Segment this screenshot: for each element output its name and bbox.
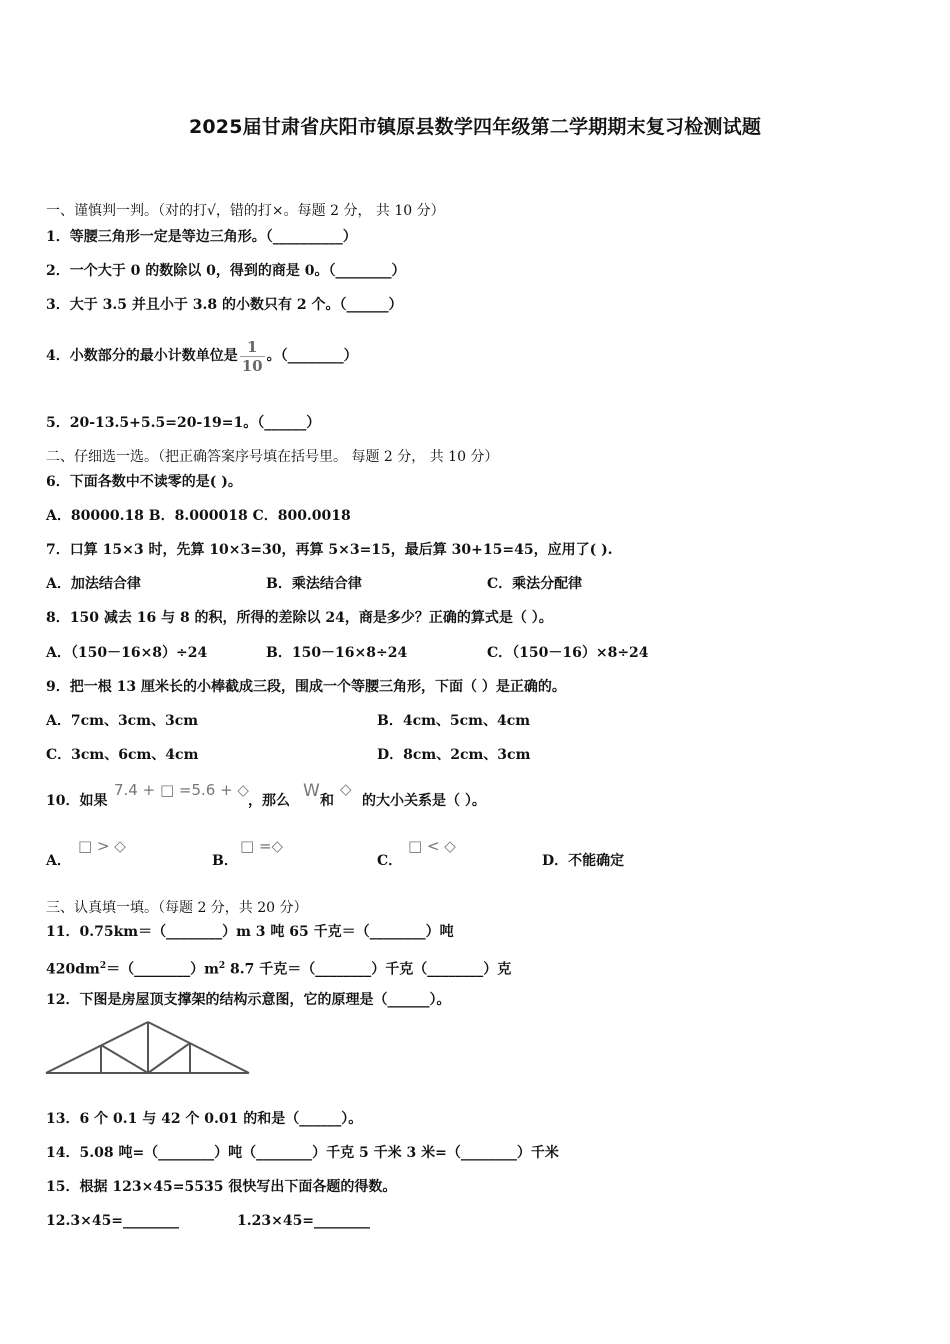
- question-15: 15．根据 123×45=5535 很快写出下面各题的得数。: [46, 1179, 397, 1195]
- question-10-and: 和: [320, 793, 334, 809]
- question-8: 8．150 减去 16 与 8 的积，所得的差除以 24，商是多少？正确的算式是（ ）。: [46, 610, 553, 626]
- question-10-equation: 7.4 + □ =5.6 + ◇: [114, 781, 249, 799]
- question-9-option-d: D．8cm、2cm、3cm: [377, 747, 531, 763]
- question-13: 13．6 个 0.1 与 42 个 0.01 的和是（______）。: [46, 1111, 363, 1127]
- question-10-option-a-symbol: □ > ◇: [78, 837, 126, 855]
- question-10-suffix: 的大小关系是（ ）。: [362, 793, 486, 809]
- question-1: 1．等腰三角形一定是等边三角形。（__________）: [46, 229, 357, 245]
- q11-superscript: 2: [99, 961, 107, 971]
- question-10-option-c: C．: [377, 853, 403, 869]
- question-11-line-1: 11．0.75km＝（________）m 3 吨 65 千克＝（________）吨: [46, 924, 454, 940]
- question-7-option-b: B．乘法结合律: [266, 576, 362, 592]
- section-2-header: 二、仔细选一选。（把正确答案序号填在括号里。 每题 2 分， 共 10 分）: [46, 449, 499, 465]
- question-5: 5．20-13.5+5.5=20-19=1。（______）: [46, 415, 321, 431]
- question-8-option-b: B．150－16×8÷24: [266, 645, 408, 661]
- question-15-b: 1.23×45=________: [237, 1213, 371, 1229]
- q11-weight-blank: 8.7 千克＝（________）千克（________）克: [225, 961, 512, 978]
- roof-truss-diagram: [44, 1018, 254, 1078]
- question-10-option-a: A．: [46, 853, 71, 869]
- question-10-option-b-symbol: □ =◇: [240, 837, 284, 855]
- question-9-option-b: B．4cm、5cm、4cm: [377, 713, 531, 729]
- section-1-header: 一、谨慎判一判。（对的打√，错的打×。每题 2 分， 共 10 分）: [46, 203, 445, 219]
- page-title: 2025届甘肃省庆阳市镇原县数学四年级第二学期期末复习检测试题: [188, 116, 762, 138]
- question-7-option-a: A．加法结合律: [46, 576, 141, 592]
- section-3-header: 三、认真填一填。（每题 2 分，共 20 分）: [46, 900, 308, 916]
- question-14: 14．5.08 吨=（________）吨（________）千克 5 千米 3 米=（________）千米: [46, 1145, 559, 1161]
- question-9: 9．把一根 13 厘米长的小棒截成三段，围成一个等腰三角形，下面（ ）是正确的。: [46, 679, 566, 695]
- question-11-line-2: [46, 956, 511, 980]
- question-10-w-symbol: W: [303, 781, 320, 801]
- question-10-then: ，那么: [248, 793, 290, 809]
- question-10-option-c-symbol: □ < ◇: [408, 837, 456, 855]
- q11-area-value: 420dm: [46, 961, 100, 978]
- question-12: 12．下图是房屋顶支撑架的结构示意图，它的原理是（______）。: [46, 992, 451, 1008]
- question-4-text: 4．小数部分的最小计数单位是: [46, 348, 238, 364]
- question-2: 2．一个大于 0 的数除以 0，得到的商是 0。（________）: [46, 263, 406, 279]
- question-8-option-c: C．（150－16）×8÷24: [487, 645, 649, 661]
- diamond-symbol: ◇: [340, 780, 352, 798]
- fraction-denominator: 10: [241, 356, 263, 375]
- fraction-one-tenth: [240, 338, 265, 375]
- question-8-option-a: A．（150－16×8）÷24: [46, 645, 208, 661]
- fraction-numerator: 1: [240, 338, 265, 357]
- question-7: 7．口算 15×3 时，先算 10×3=30，再算 5×3=15，最后算 30+15=45，应用了( ).: [46, 542, 613, 558]
- q11-superscript-2: 2: [218, 961, 226, 971]
- question-9-option-a: A．7cm、3cm、3cm: [46, 713, 199, 729]
- question-15-a: 12.3×45=________: [46, 1213, 180, 1229]
- question-10-option-d: D．不能确定: [542, 853, 625, 869]
- question-3: 3．大于 3.5 并且小于 3.8 的小数只有 2 个。（______）: [46, 297, 403, 313]
- question-6-options: A．80000.18 B．8.000018 C．800.0018: [46, 508, 351, 524]
- question-10-prefix: 10．如果: [46, 793, 108, 809]
- question-4-blank: 。（________）: [266, 348, 358, 364]
- question-7-option-c: C．乘法分配律: [487, 576, 583, 592]
- q11-area-blank: ＝（________）m: [106, 961, 219, 978]
- question-9-option-c: C．3cm、6cm、4cm: [46, 747, 199, 763]
- question-10-option-b: B．: [212, 853, 238, 869]
- question-4: [46, 336, 358, 376]
- question-6: 6．下面各数中不读零的是( )。: [46, 474, 242, 490]
